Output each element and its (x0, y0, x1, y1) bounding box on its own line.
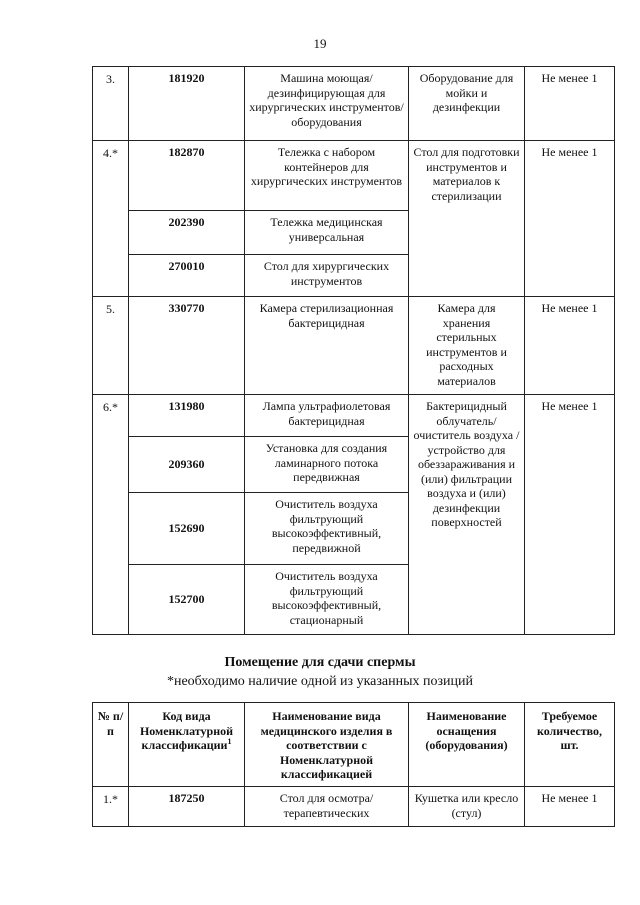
device-name: Установка для создания ламинарного потока передвижная (245, 437, 409, 493)
device-name: Стол для осмотра/терапевтических (245, 787, 409, 827)
table-row (93, 141, 615, 211)
equipment-name: Камера для хранения стерильных инструментов и расходных материалов (409, 297, 525, 395)
header-device-name: Наименование вида медицинского изделия в соответствии с Номенклатурной классификацией (245, 703, 409, 787)
table-row (93, 297, 615, 395)
device-name: Тележка с набором контейнеров для хирургических инструментов (245, 141, 409, 211)
section-title: Помещение для сдачи спермы (224, 655, 416, 670)
equipment-name: Кушетка или кресло (стул) (409, 787, 525, 827)
table-header-row (93, 703, 615, 787)
classification-code: 182870 (129, 141, 245, 211)
classification-code: 209360 (129, 437, 245, 493)
classification-code: 131980 (129, 395, 245, 437)
row-number: 4.* (93, 141, 129, 297)
equipment-name: Бактерицидный облучатель/ очиститель воздуха /устройство для обеззараживания и (или) фильтрации воздуха и (или) дезинфекции поверхностей (409, 395, 525, 635)
row-number: 6.* (93, 395, 129, 635)
row-number: 1.* (93, 787, 129, 827)
table-row (93, 787, 615, 827)
row-number: 3. (93, 67, 129, 141)
header-equipment: Наименование оснащения (оборудования) (409, 703, 525, 787)
device-name: Лампа ультрафиолетовая бактерицидная (245, 395, 409, 437)
classification-code: 181920 (129, 67, 245, 141)
footnote-marker: 1 (227, 737, 232, 746)
required-quantity: Не менее 1 (525, 395, 615, 635)
classification-code: 330770 (129, 297, 245, 395)
page-number: 19 (313, 36, 327, 51)
table-row (93, 67, 615, 141)
header-quantity: Требуемое количество, шт. (525, 703, 615, 787)
header-code (129, 703, 245, 787)
sperm-room-table (92, 702, 615, 827)
classification-code: 187250 (129, 787, 245, 827)
required-quantity: Не менее 1 (525, 141, 615, 297)
equipment-name: Оборудование для мойки и дезинфекции (409, 67, 525, 141)
section-note: *необходимо наличие одной из указанных позиций (166, 674, 474, 689)
classification-code: 152700 (129, 565, 245, 635)
row-number: 5. (93, 297, 129, 395)
device-name: Очиститель воздуха фильтрующий высокоэффективный, передвижной (245, 493, 409, 565)
device-name: Машина моющая/дезинфицирующая для хирургических инструментов/оборудования (245, 67, 409, 141)
table-row (93, 395, 615, 437)
required-quantity: Не менее 1 (525, 67, 615, 141)
equipment-name: Стол для подготовки инструментов и материалов к стерилизации (409, 141, 525, 297)
required-quantity: Не менее 1 (525, 787, 615, 827)
device-name: Камера стерилизационная бактерицидная (245, 297, 409, 395)
classification-code: 270010 (129, 255, 245, 297)
device-name: Стол для хирургических инструментов (245, 255, 409, 297)
required-quantity: Не менее 1 (525, 297, 615, 395)
classification-code: 152690 (129, 493, 245, 565)
header-code-text: Код вида Номенклатурной классификации (139, 709, 234, 752)
device-name: Тележка медицинская универсальная (245, 211, 409, 255)
header-number: № п/п (93, 703, 129, 787)
classification-code: 202390 (129, 211, 245, 255)
device-name: Очиститель воздуха фильтрующий высокоэффективный, стационарный (245, 565, 409, 635)
equipment-table (92, 66, 615, 635)
